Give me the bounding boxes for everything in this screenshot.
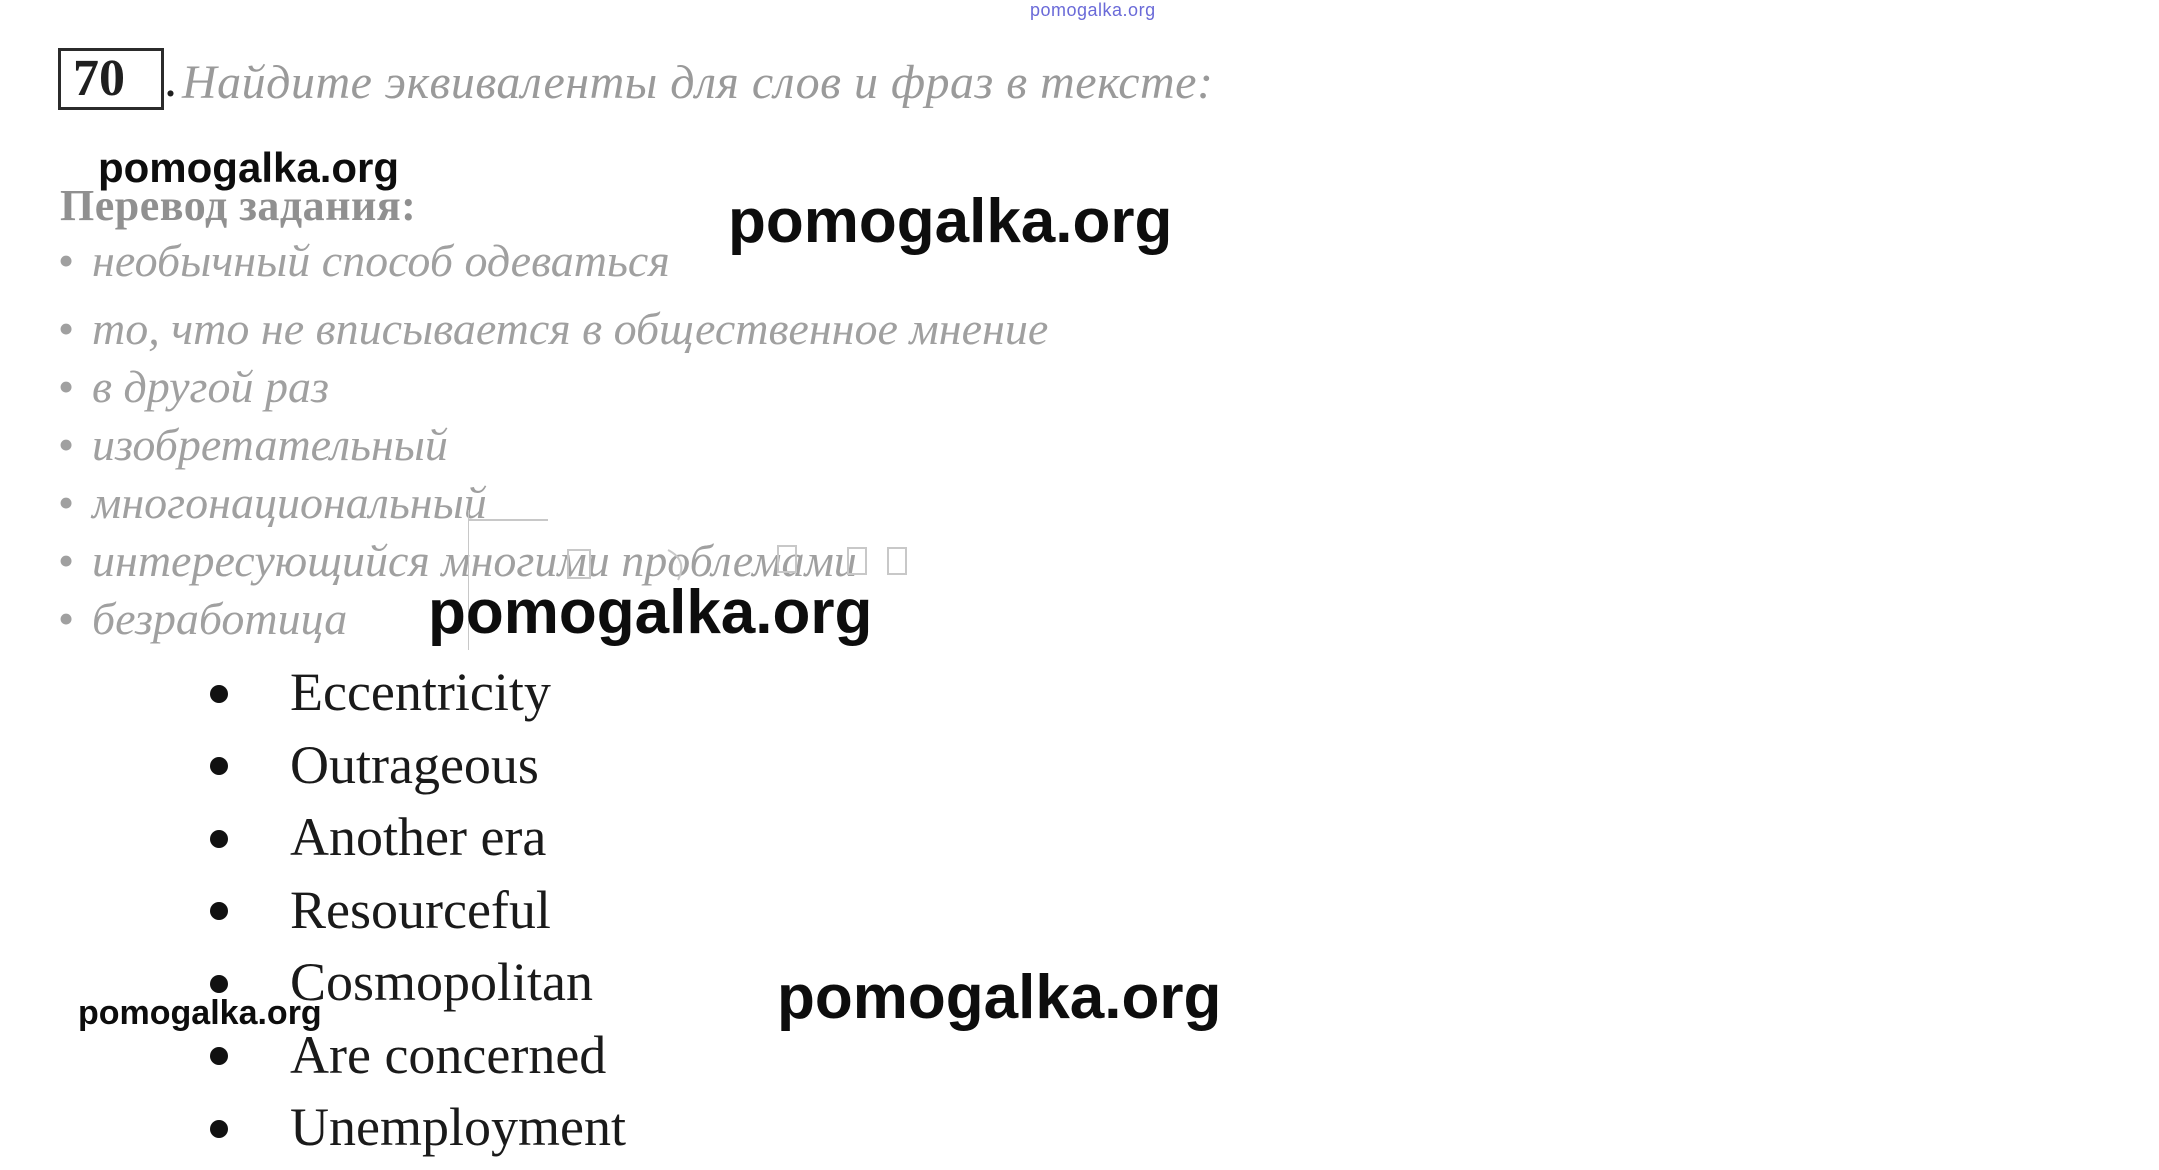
english-answer: Outrageous xyxy=(290,734,539,795)
bullet-icon xyxy=(210,975,228,993)
russian-phrase: изобретательный xyxy=(92,419,448,470)
english-answer-list xyxy=(210,656,626,1164)
russian-phrase: в другой раз xyxy=(92,361,329,412)
english-answer: Are concerned xyxy=(290,1024,607,1085)
watermark: pomogalka.org xyxy=(728,187,1173,256)
russian-phrase: многонациональный xyxy=(92,477,487,528)
task-number-dot: . xyxy=(164,51,177,108)
bullet-icon xyxy=(210,1047,228,1065)
list-item xyxy=(210,1091,626,1164)
watermark: pomogalka.org xyxy=(428,578,873,647)
english-answer: Cosmopolitan xyxy=(290,952,594,1012)
bullet-icon xyxy=(210,902,228,920)
bullet-icon: • xyxy=(58,535,75,586)
english-answer: Another era xyxy=(290,807,547,867)
russian-phrase: то, что не вписывается в общественное мнение xyxy=(92,303,1049,354)
bullet-icon xyxy=(210,1120,228,1138)
bullet-icon xyxy=(210,757,228,775)
watermark: pomogalka.org xyxy=(98,144,400,191)
watermark: pomogalka.org xyxy=(78,994,322,1032)
english-answer: Eccentricity xyxy=(290,662,551,722)
watermark: pomogalka.org xyxy=(777,963,1222,1032)
bullet-icon: • xyxy=(58,361,75,412)
list-item xyxy=(210,874,626,947)
english-answer: Unemployment xyxy=(290,1097,626,1157)
list-item xyxy=(210,656,626,729)
english-answer: Resourceful xyxy=(290,879,551,940)
translation-heading: Перевод задания: xyxy=(60,181,417,230)
russian-phrase: безработица xyxy=(92,593,348,644)
bullet-icon: • xyxy=(58,477,75,528)
bullet-icon: • xyxy=(58,593,75,644)
bullet-icon: • xyxy=(58,235,75,286)
list-item xyxy=(58,358,1048,416)
list-item xyxy=(58,416,1048,474)
top-watermark: pomogalka.org xyxy=(1030,0,1156,20)
russian-phrase: необычный способ одеваться xyxy=(92,235,670,286)
bullet-icon: • xyxy=(58,303,75,354)
bullet-icon xyxy=(210,830,228,848)
list-item xyxy=(210,801,626,874)
bullet-icon xyxy=(210,685,228,703)
task-instruction: Найдите эквиваленты для слов и фраз в тексте: xyxy=(182,56,1214,109)
task-number: 70 xyxy=(73,50,125,107)
russian-phrase: интересующийся многими проблемами xyxy=(92,535,857,586)
bullet-icon: • xyxy=(58,419,75,470)
list-item xyxy=(58,300,1048,358)
list-item xyxy=(210,729,626,802)
task-number-box xyxy=(58,48,164,110)
